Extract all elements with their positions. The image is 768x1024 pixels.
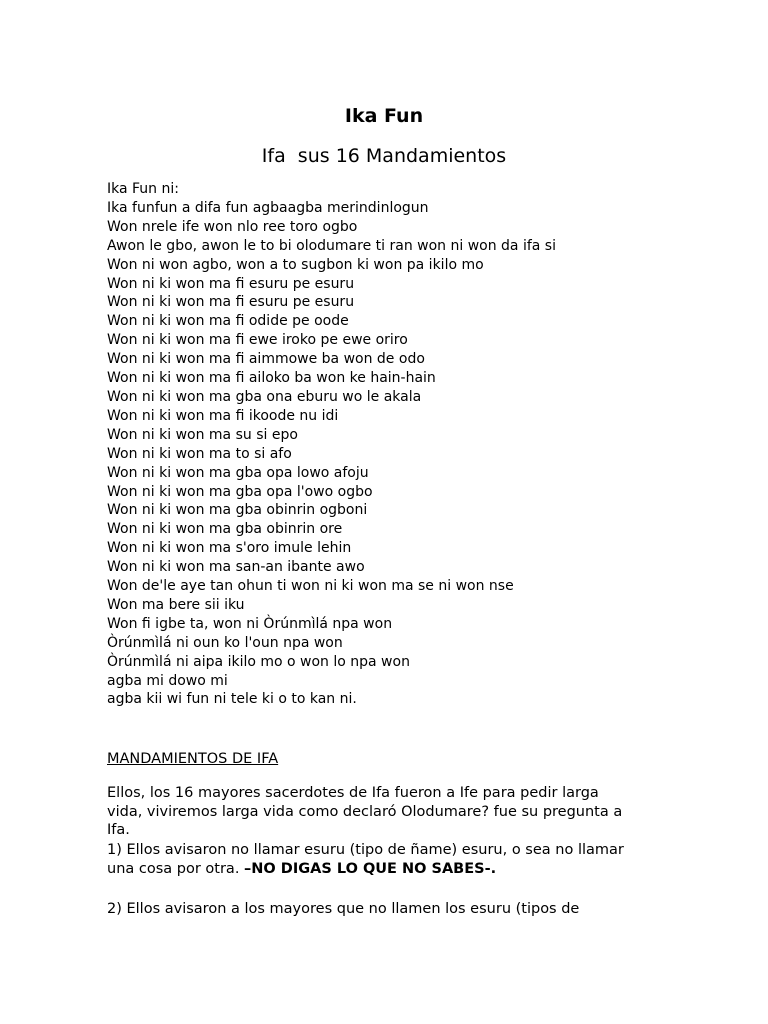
poem-block — [107, 180, 747, 709]
poem-line: Won ni ki won ma to si afo — [107, 445, 292, 462]
poem-line: Won ni ki won ma fi ailoko ba won ke hain-hain — [107, 370, 436, 387]
poem-line: Won ma bere sii iku — [107, 596, 245, 613]
poem-line: agba mi dowo mi — [107, 672, 228, 689]
document-subtitle: Ifa sus 16 Mandamientos — [261, 145, 507, 167]
poem-line: Won de'le aye tan ohun ti won ni ki won ma se ni won nse — [107, 578, 514, 595]
paragraph-line: Ifa. — [107, 822, 130, 839]
poem-line: Won ni ki won ma san-an ibante awo — [107, 559, 365, 576]
paragraph-line-prefix: una cosa por otra. — [107, 860, 245, 877]
paragraph-line: vida, viviremos larga vida como declaró Olodumare? fue su pregunta a — [107, 803, 623, 820]
poem-line: Won ni ki won ma fi ewe iroko pe ewe oriro — [107, 332, 408, 349]
poem-line: Won ni ki won ma gba obinrin ore — [107, 521, 343, 538]
poem-line: Ika Fun ni: — [107, 181, 179, 197]
poem-line: Won fi igbe ta, won ni Òrúnmìlá npa won — [107, 615, 393, 632]
paragraph-emphasis: –NO DIGAS LO QUE NO SABES-. — [244, 860, 497, 877]
section-heading: MANDAMIENTOS DE IFA — [107, 751, 279, 767]
poem-line: Won ni ki won ma fi aimmowe ba won de odo — [107, 351, 425, 368]
poem-line: Òrúnmìlá ni oun ko l'oun npa won — [107, 634, 343, 651]
paragraph-line: Ellos, los 16 mayores sacerdotes de Ifa fueron a Ife para pedir larga — [107, 785, 599, 801]
paragraph-commandment-2 — [107, 900, 667, 919]
poem-line: Won ni ki won ma s'oro imule lehin — [107, 540, 352, 557]
paragraph-intro — [107, 784, 667, 840]
poem-line: Won ni ki won ma su si epo — [107, 426, 298, 443]
paragraph-commandment-1 — [107, 841, 667, 878]
paragraph-line: 1) Ellos avisaron no llamar esuru (tipo de ñame) esuru, o sea no llamar — [107, 842, 624, 858]
poem-line: Òrúnmìlá ni aipa ikilo mo o won lo npa won — [107, 653, 410, 670]
poem-line: Ika funfun a difa fun agbaagba merindinlogun — [107, 199, 429, 216]
poem-line: agba kii wi fun ni tele ki o to kan ni. — [107, 691, 357, 708]
poem-line: Won ni ki won ma gba opa lowo afoju — [107, 464, 369, 481]
poem-line: Won ni ki won ma gba ona eburu wo le akala — [107, 388, 422, 405]
poem-line: Won ni ki won ma fi esuru pe esuru — [107, 294, 355, 311]
poem-line: Won ni ki won ma fi esuru pe esuru — [107, 275, 355, 292]
poem-line: Won ni ki won ma gba opa l'owo ogbo — [107, 483, 373, 500]
poem-line: Won ni ki won ma fi ikoode nu idi — [107, 407, 339, 424]
document-title: Ika Fun — [344, 105, 424, 127]
paragraph-line: 2) Ellos avisaron a los mayores que no llamen los esuru (tipos de — [107, 901, 580, 917]
poem-line: Won nrele ife won nlo ree toro ogbo — [107, 218, 358, 235]
poem-line: Won ni ki won ma gba obinrin ogboni — [107, 502, 368, 519]
poem-line: Awon le gbo, awon le to bi olodumare ti ran won ni won da ifa si — [107, 237, 556, 254]
poem-line: Won ni won agbo, won a to sugbon ki won pa ikilo mo — [107, 256, 484, 273]
poem-line: Won ni ki won ma fi odide pe oode — [107, 313, 349, 330]
